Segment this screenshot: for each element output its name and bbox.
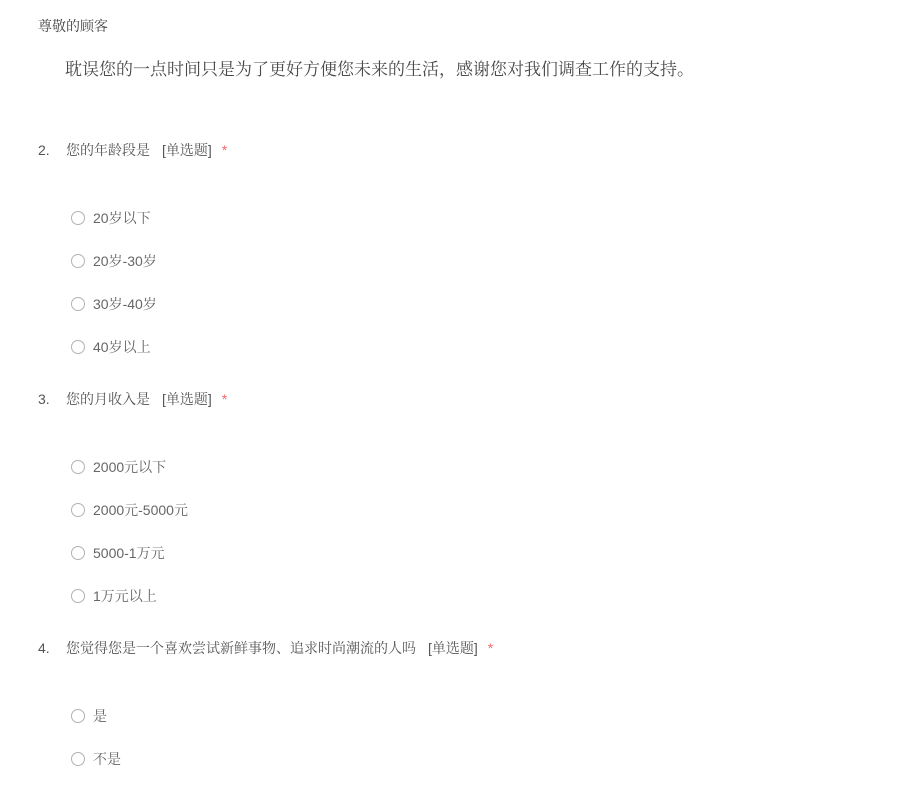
radio-icon[interactable] (71, 709, 85, 723)
radio-icon[interactable] (71, 254, 85, 268)
radio-icon[interactable] (71, 340, 85, 354)
required-asterisk: * (221, 391, 228, 407)
question-type-tag: [单选题] (428, 640, 478, 656)
option-row[interactable] (71, 337, 880, 357)
option-row[interactable] (71, 543, 880, 563)
question-number: 2. (38, 142, 50, 158)
option-row[interactable] (71, 706, 880, 726)
question-title-row (38, 389, 880, 409)
survey-intro-paragraph: 耽误您的一点时间只是为了更好方便您未来的生活，感谢您对我们调查工作的支持。 (65, 60, 694, 79)
options-group (71, 457, 880, 606)
radio-icon[interactable] (71, 297, 85, 311)
radio-icon[interactable] (71, 503, 85, 517)
option-label: 2000元以下 (93, 459, 167, 475)
radio-icon[interactable] (71, 211, 85, 225)
radio-icon[interactable] (71, 589, 85, 603)
question-type-tag: [单选题] (162, 142, 212, 158)
question-number: 3. (38, 391, 50, 407)
question-number: 4. (38, 640, 50, 656)
question-trend-seeker (38, 638, 880, 769)
option-row[interactable] (71, 208, 880, 228)
option-row[interactable] (71, 457, 880, 477)
option-label: 2000元-5000元 (93, 502, 188, 518)
option-label: 1万元以上 (93, 588, 157, 604)
radio-icon[interactable] (71, 460, 85, 474)
question-title-row (38, 140, 880, 160)
required-asterisk: * (221, 142, 228, 158)
question-title-row (38, 638, 880, 658)
options-group (71, 706, 880, 769)
option-label: 20岁以下 (93, 210, 151, 226)
option-row[interactable] (71, 749, 880, 769)
option-row[interactable] (71, 251, 880, 271)
question-type-tag: [单选题] (162, 391, 212, 407)
question-title: 您的月收入是 (66, 391, 150, 407)
question-income (38, 389, 880, 606)
option-label: 不是 (93, 751, 121, 767)
option-label: 40岁以上 (93, 339, 151, 355)
option-row[interactable] (71, 294, 880, 314)
question-title: 您觉得您是一个喜欢尝试新鲜事物、追求时尚潮流的人吗 (66, 640, 416, 656)
options-group (71, 208, 880, 357)
option-label: 是 (93, 708, 107, 724)
option-row[interactable] (71, 586, 880, 606)
survey-greeting: 尊敬的顾客 (38, 18, 108, 34)
required-asterisk: * (487, 640, 494, 656)
question-title: 您的年龄段是 (66, 142, 150, 158)
option-label: 20岁-30岁 (93, 253, 157, 269)
option-label: 5000-1万元 (93, 545, 165, 561)
radio-icon[interactable] (71, 752, 85, 766)
option-label: 30岁-40岁 (93, 296, 157, 312)
question-age (38, 140, 880, 357)
radio-icon[interactable] (71, 546, 85, 560)
option-row[interactable] (71, 500, 880, 520)
